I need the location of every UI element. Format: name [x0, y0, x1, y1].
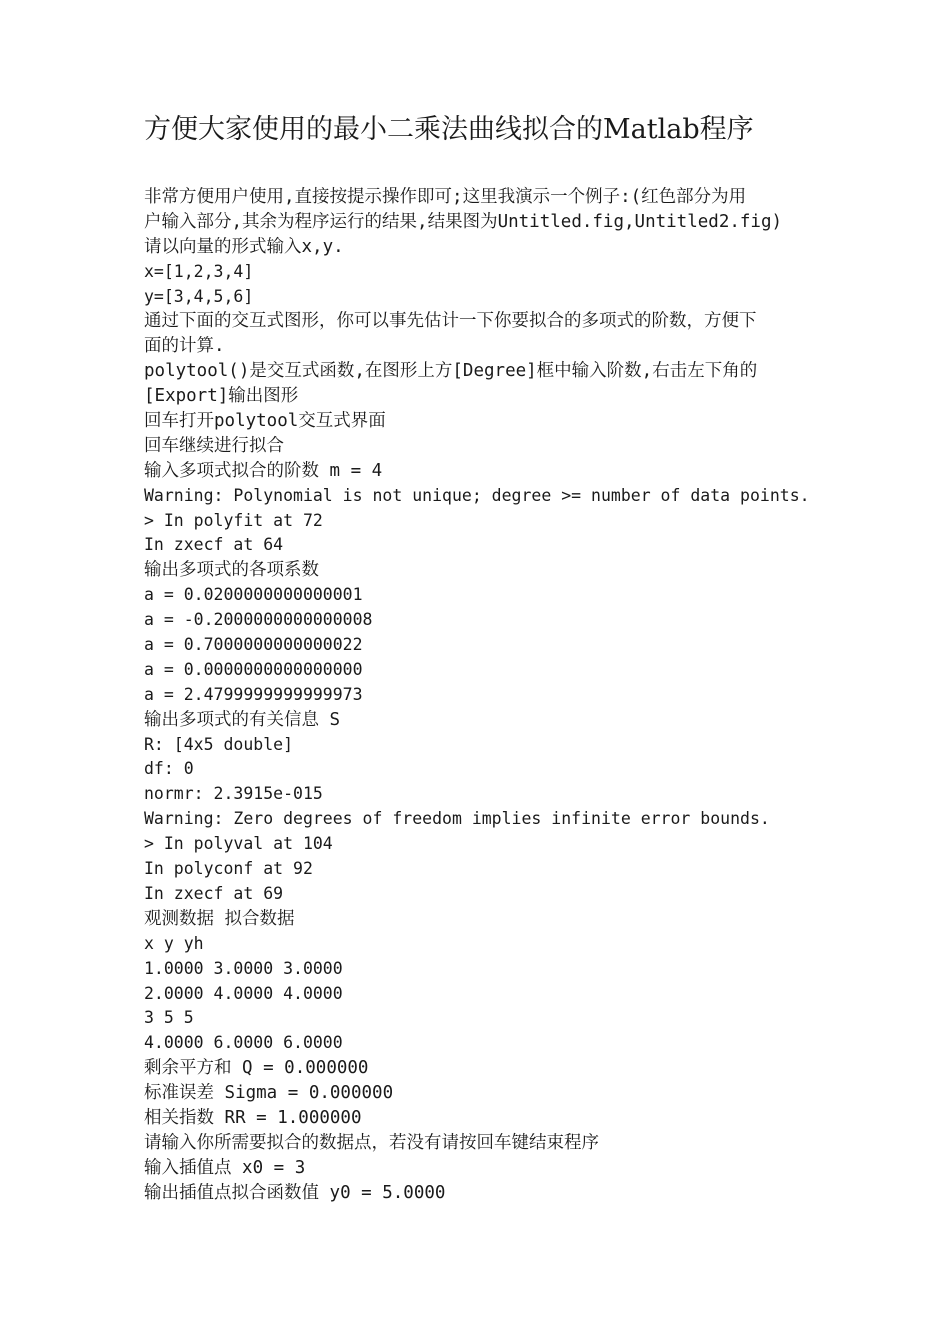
document-line: 回车打开polytool交互式界面	[144, 411, 386, 432]
document-line: 输出插值点拟合函数值 y0 = 5.0000	[144, 1182, 446, 1203]
document-line: In zxecf at 64	[144, 535, 284, 555]
document-line: [Export]输出图形	[144, 386, 299, 407]
document-line: 面的计算.	[144, 336, 225, 357]
document-line: In zxecf at 69	[144, 883, 284, 903]
document-line: In polyconf at 92	[144, 859, 313, 879]
document-line: 剩余平方和 Q = 0.000000	[144, 1058, 369, 1079]
document-line: 3 5 5	[144, 1008, 194, 1028]
document-line: 标准误差 Sigma = 0.000000	[144, 1083, 394, 1104]
document-line: 回车继续进行拟合	[144, 435, 284, 456]
document-line: 2.0000 4.0000 4.0000	[144, 983, 343, 1003]
document-line: df: 0	[144, 759, 194, 779]
document-line: x y yh	[144, 933, 204, 953]
document-line: 输出多项式的各项系数	[144, 560, 319, 581]
document-line: 4.0000 6.0000 6.0000	[144, 1033, 343, 1053]
document-line: Warning: Polynomial is not unique; degree >= number of data points.	[144, 485, 810, 505]
document-line: x=[1,2,3,4]	[144, 261, 254, 281]
document-line: polytool()是交互式函数,在图形上方[Degree]框中输入阶数,右击左下角的	[144, 361, 758, 382]
document-line: > In polyval at 104	[144, 834, 333, 854]
document-title: 方便大家使用的最小二乘法曲线拟合的Matlab程序	[144, 114, 754, 145]
document-line: 请输入你所需要拟合的数据点，若没有请按回车键结束程序	[144, 1132, 599, 1153]
document-line: 非常方便用户使用,直接按提示操作即可;这里我演示一个例子:(红色部分为用	[144, 187, 747, 207]
document-line: 1.0000 3.0000 3.0000	[144, 958, 343, 978]
document-line: 输入多项式拟合的阶数 m = 4	[144, 460, 383, 481]
document-line: Warning: Zero degrees of freedom implies infinite error bounds.	[144, 809, 770, 829]
document-line: 输出多项式的有关信息 S	[144, 709, 341, 730]
document-body	[144, 185, 824, 1206]
document-line: normr: 2.3915e-015	[144, 784, 323, 804]
document-line: a = 0.0000000000000000	[144, 659, 363, 679]
document-line: a = 0.7000000000000022	[144, 635, 363, 655]
document-line: R: [4x5 double]	[144, 734, 294, 754]
document-line: 请以向量的形式输入x,y.	[144, 236, 344, 257]
document-line: y=[3,4,5,6]	[144, 286, 254, 306]
document-line: > In polyfit at 72	[144, 510, 323, 530]
document-line: 相关指数 RR = 1.000000	[144, 1107, 362, 1128]
document-line: a = 2.4799999999999973	[144, 684, 363, 704]
document-line: 输入插值点 x0 = 3	[144, 1157, 306, 1178]
document-line: a = 0.0200000000000001	[144, 585, 363, 605]
document-line: a = -0.2000000000000008	[144, 610, 373, 630]
document-line: 户输入部分,其余为程序运行的结果,结果图为Untitled.fig,Untitled2.fig)	[144, 211, 783, 232]
document-line: 观测数据 拟合数据	[144, 908, 295, 929]
document-line: 通过下面的交互式图形，你可以事先估计一下你要拟合的多项式的阶数，方便下	[144, 311, 757, 332]
